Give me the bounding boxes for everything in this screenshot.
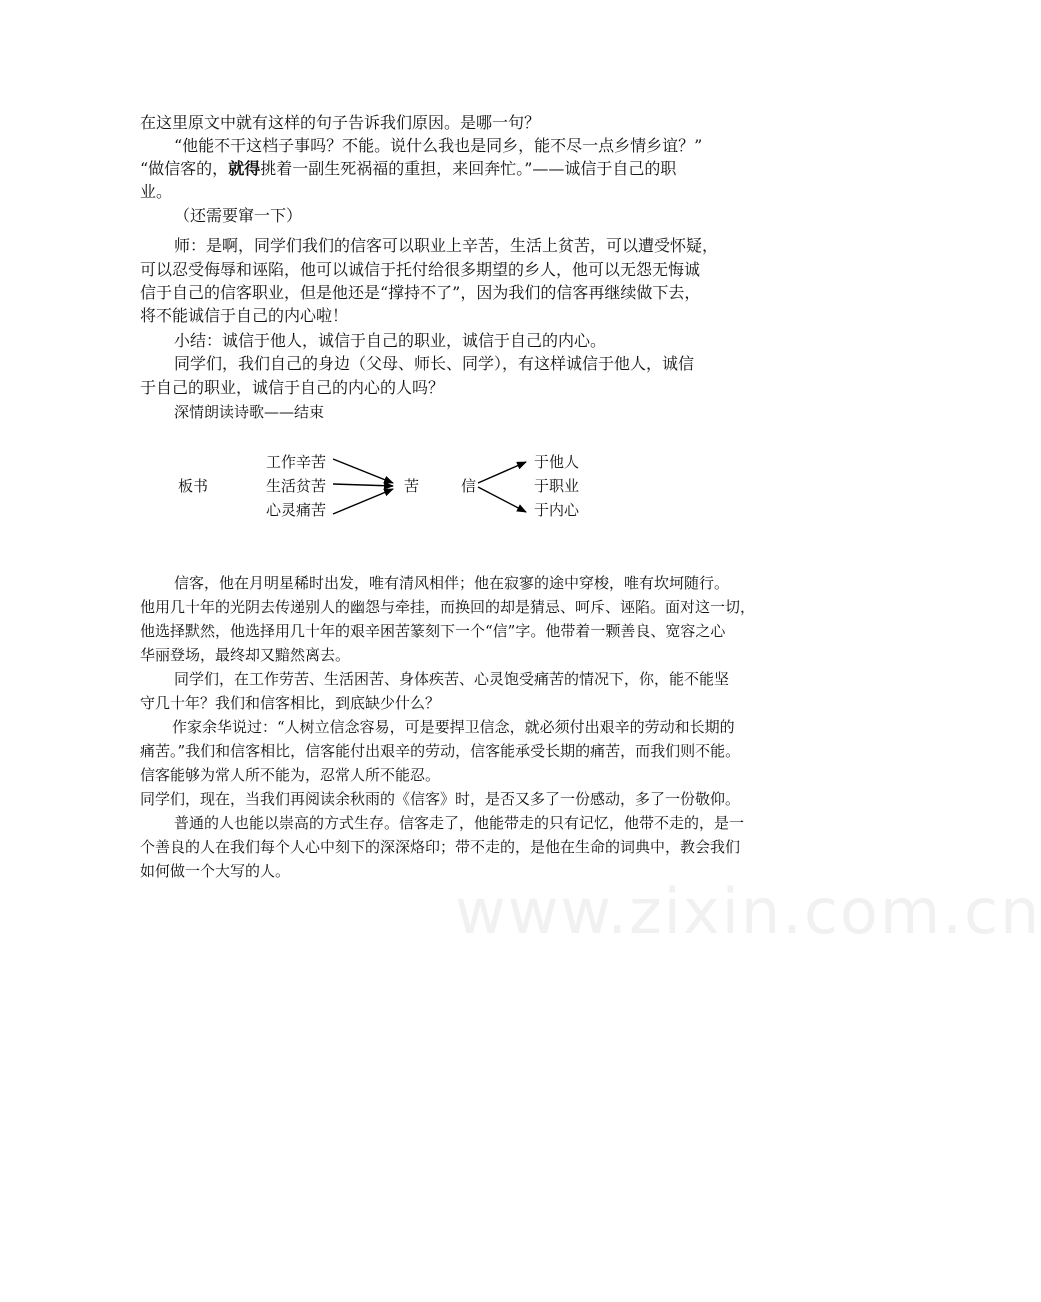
text-line: 同学们，我们自己的身边（父母、师长、同学），有这样诚信于他人，诚信 xyxy=(174,354,695,373)
board-center-bitter: 苦 xyxy=(404,477,420,495)
text-line: 如何做一个大写的人。 xyxy=(140,862,291,880)
text-line: 信于自己的信客职业，但是他还是“撑持不了”，因为我们的信客再继续做下去， xyxy=(140,283,701,302)
text-line: 信客能够为常人所不能为，忍常人所不能忍。 xyxy=(140,766,441,784)
text-line: 同学们，现在，当我们再阅读余秋雨的《信客》时，是否又多了一份感动，多了一份敬仰。 xyxy=(140,790,741,808)
arrow-line xyxy=(478,462,526,483)
text-line: 信客，他在月明星稀时出发，唯有清风相伴；他在寂寥的途中穿梭，唯有坎坷随行。 xyxy=(174,574,730,592)
text-line: 同学们，在工作劳苦、生活困苦、身体疾苦、心灵饱受痛苦的情况下，你，能不能坚 xyxy=(174,670,730,688)
board-right-item: 于职业 xyxy=(534,477,580,495)
arrow-line xyxy=(333,459,393,483)
text-line: 于自己的职业，诚信于自己的内心的人吗？ xyxy=(140,378,445,397)
text-line: 普通的人也能以崇高的方式生存。信客走了，他能带走的只有记忆，他带不走的，是一 xyxy=(174,814,745,832)
arrow-line xyxy=(333,489,393,514)
quote-start: “做信客的， xyxy=(140,159,229,178)
board-right-item: 于他人 xyxy=(534,453,580,471)
arrow-line xyxy=(478,487,526,512)
board-center-faith: 信 xyxy=(461,477,477,495)
watermark: www.zixin.com.cn xyxy=(455,875,1041,948)
text-line: 可以忍受侮辱和诬陷，他可以诚信于托付给很多期望的乡人，他可以无怨无悔诚 xyxy=(140,260,701,279)
text-line: （还需要窜一下） xyxy=(174,206,303,225)
board-left-item: 工作辛苦 xyxy=(266,453,327,471)
text-line: 华丽登场，最终却又黯然离去。 xyxy=(140,646,351,664)
text-line: 师：是啊，同学们我们的信客可以职业上辛苦，生活上贫苦，可以遭受怀疑， xyxy=(174,236,719,255)
quote-end: 挑着一副生死祸福的重担，来回奔忙。”——诚信于自己的职 xyxy=(260,159,677,178)
text-line: 个善良的人在我们每个人心中刻下的深深烙印；带不走的，是他在生命的词典中，教会我们 xyxy=(140,838,741,856)
board-right-item: 于内心 xyxy=(534,501,580,519)
board-title: 板书 xyxy=(178,477,209,495)
text-line: 作家余华说过：“人树立信念容易，可是要捍卫信念，就必须付出艰辛的劳动和长期的 xyxy=(172,718,735,736)
text-line: 将不能诚信于自己的内心啦！ xyxy=(140,306,349,325)
arrow-line xyxy=(333,484,393,486)
text-line: 在这里原文中就有这样的句子告诉我们原因。是哪一句？ xyxy=(140,113,541,132)
text-line: 他选择默然，他选择用几十年的艰辛困苦篆刻下一个“信”字。他带着一颗善良、宽容之心 xyxy=(140,622,726,640)
text-line: 业。 xyxy=(140,182,173,201)
text-line: 痛苦。”我们和信客相比，信客能付出艰辛的劳动，信客能承受长期的痛苦，而我们则不能。 xyxy=(140,742,741,760)
text-line: 深情朗读诗歌——结束 xyxy=(174,403,325,421)
text-line: 他用几十年的光阴去传递别人的幽怨与牵挂，而换回的却是猜忌、呵斥、诬陷。面对这一切， xyxy=(140,598,756,616)
board-left-item: 生活贫苦 xyxy=(266,477,327,495)
text-line: “他能不干这档子事吗？不能。说什么我也是同乡，能不尽一点乡情乡谊？” xyxy=(174,136,703,155)
bold-emphasis: 就得 xyxy=(228,159,261,178)
summary-line: 小结：诚信于他人，诚信于自己的职业，诚信于自己的内心。 xyxy=(174,331,607,350)
text-line: 守几十年？我们和信客相比，到底缺少什么？ xyxy=(140,694,441,712)
board-left-item: 心灵痛苦 xyxy=(266,501,327,519)
